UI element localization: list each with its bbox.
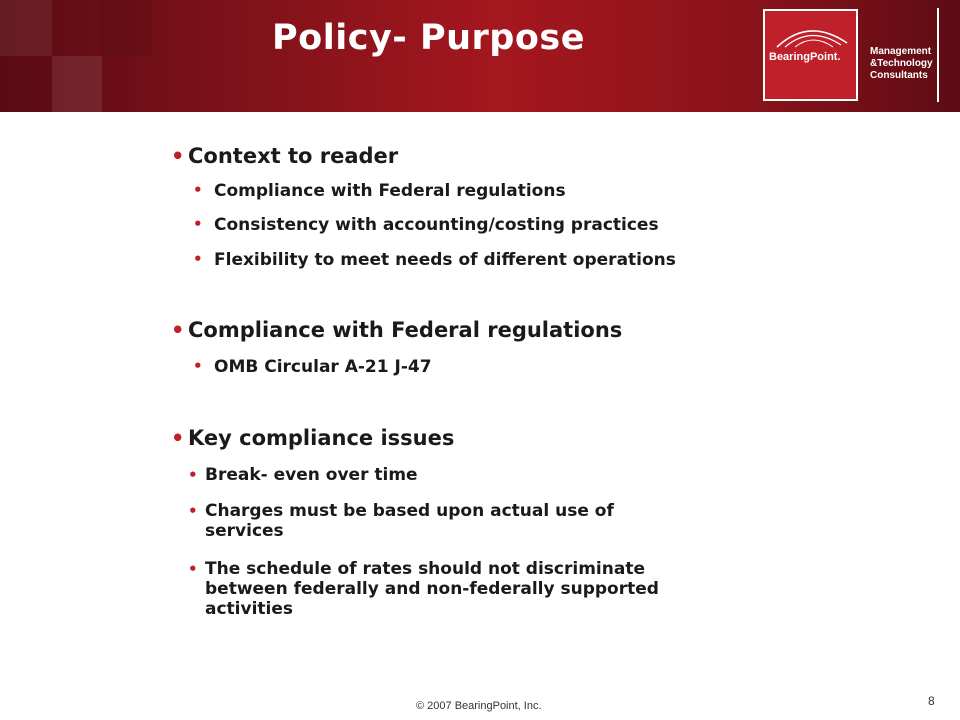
tagline-line: Consultants xyxy=(870,70,928,81)
tagline-line: Management xyxy=(870,46,932,57)
bullet-icon: • xyxy=(193,250,203,268)
bullet-icon: • xyxy=(171,144,185,168)
copyright-footer: © 2007 BearingPoint, Inc. xyxy=(416,700,542,712)
logo-text: BearingPoint. xyxy=(769,51,841,63)
bullet-icon: • xyxy=(193,181,203,199)
bullet-icon: • xyxy=(193,357,203,375)
bullet-icon: • xyxy=(171,426,185,450)
section-heading: • Context to reader xyxy=(171,144,399,168)
list-item: • Charges must be based upon actual use of services xyxy=(188,501,614,541)
list-item: • The schedule of rates should not discriminate between federally and non-federally supported activities xyxy=(188,559,659,619)
bullet-icon: • xyxy=(193,215,203,233)
list-item: • Compliance with Federal regulations xyxy=(193,181,566,201)
section-heading: • Key compliance issues xyxy=(171,426,455,450)
slide-title: Policy- Purpose xyxy=(272,18,585,58)
bullet-icon: • xyxy=(188,466,198,484)
tagline-line: &Technology xyxy=(870,58,933,69)
page-number: 8 xyxy=(928,694,935,708)
bullet-icon: • xyxy=(171,318,185,342)
list-item: • Consistency with accounting/costing practices xyxy=(193,215,659,235)
list-item: • Break- even over time xyxy=(188,465,418,485)
bullet-icon: • xyxy=(188,560,198,578)
list-item: • Flexibility to meet needs of different operations xyxy=(193,250,676,270)
section-heading: • Compliance with Federal regulations xyxy=(171,318,623,342)
bullet-icon: • xyxy=(188,502,198,520)
list-item: • OMB Circular A-21 J-47 xyxy=(193,357,432,377)
